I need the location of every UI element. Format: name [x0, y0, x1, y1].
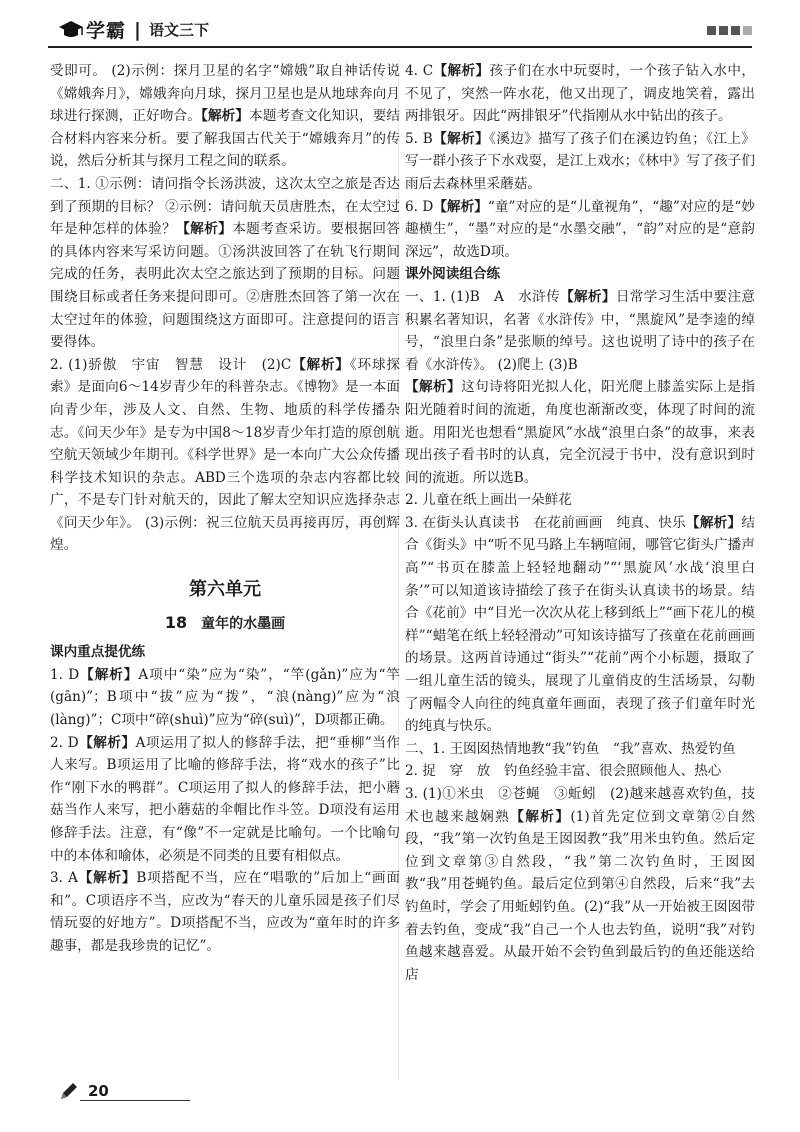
- answer-paragraph: 受即可。 (2)示例：探月卫星的名字“嫦娥”取自神话传说《嫦娥奔月》，嫦娥奔向月球，探月卫星也是从地球奔向月球进行探测，正好吻合。【解析】本题考查文化知识，要结合材料内容来分析。要了解我国古代关于“嫦娥奔月”的传说，然后分析其与探月工程之间的联系。: [50, 63, 401, 170]
- section-heading: 课外阅读组合练: [405, 266, 501, 283]
- answer-paragraph: 2. 儿童在纸上画出一朵鲜花: [405, 492, 572, 509]
- answer-paragraph: 2. D【解析】A项运用了拟人的修辞手法，把“垂柳”当作人来写。B项运用了比喻的修辞手法，将“戏水的孩子”比作“刚下水的鸭群”。C项运用了拟人的修辞手法，把小蘑菇当作人来写，把小蘑菇的伞帽比作斗笠。D项没有运用修辞手法。注意，有“像”不一定就是比喻句。一个比喻句中的本体和喻体，必须是不同类的且要有相似点。: [50, 734, 401, 864]
- logo: [58, 16, 209, 43]
- answer-paragraph: 3. (1)①米虫 ②苍蝇 ③蚯蚓 (2)越来越喜欢钓鱼，技术也越来越娴熟【解析】(1)首先定位到文章第②自然段，“我”第一次钓鱼是王囡囡教“我”用米虫钓鱼。然后定位到文章第③自然段，“我”第二次钓鱼时，王囡囡教“我”用苍蝇钓鱼。最后定位到第④自然段，后来“我”去钓鱼时，学会了用蚯蚓钓鱼。(2)“我”从一开始被王囡囡带着去钓鱼，变成“我”自己一个人也去钓鱼，说明“我”对钓鱼越来越喜爱。从最开始不会钓鱼到最后钓的鱼还能送给店: [405, 786, 755, 983]
- pencil-icon: [58, 1080, 80, 1102]
- right-column: [405, 60, 755, 986]
- section-heading: 课内重点提优练: [50, 644, 146, 661]
- page-number: 20: [88, 1082, 109, 1100]
- answer-paragraph: 6. D【解析】“童”对应的是“儿童视角”，“趣”对应的是“妙趣横生”，“墨”对应的是“水墨交融”，“韵”对应的是“意韵深远”，故选D项。: [405, 198, 755, 260]
- answer-paragraph: 2. (1)骄傲 宇宙 智慧 设计 (2)C【解析】《环球探索》是面向6～14岁青少年的科普杂志。《博物》是一本面向青少年，涉及人文、自然、生物、地质的科学传播杂志。《问天少年》是专为中国8～18岁青少年打造的原创航空航天领域少年期刊。《科学世界》是一本向广大公众传播科学技术知识的杂志。ABD三个选项的杂志内容都比较广，不是专门针对航天的，因此了解太空知识应选择杂志《问天少年》。 (3)示例：祝三位航天员再接再厉，再创辉煌。: [50, 356, 401, 554]
- header-separator: |: [134, 18, 141, 41]
- answer-paragraph: 3. 在街头认真读书 在花前画画 纯真、快乐【解析】结合《街头》中“听不见马路上车辆喧闹，哪管它街头广播声高”“书页在膝盖上轻轻地翻动”“‘黑旋风’水战‘浪里白条’”可以知道该诗描绘了孩子在街头认真读书的场景。结合《花前》中“目光一次次从花上移到纸上”“画下花儿的模样”“蜡笔在纸上轻轻滑动”可知该诗描写了孩童在花前画画的场景。这两首诗通过“街头”“花前”两个小标题，摄取了一组儿童生活的镜头，展现了儿童俏皮的生活场景，勾勒了两幅令人向往的纯真童年画面，表现了孩子们童年时光的纯真与快乐。: [405, 514, 755, 735]
- answer-paragraph: 2. 捉 穿 放 钓鱼经验丰富、很会照顾他人、热心: [405, 763, 722, 780]
- answer-paragraph: 3. A【解析】B项搭配不当，应在“唱歌的”后加上“画面和”。C项语序不当，应改为“春天的儿童乐园是孩子们尽情玩耍的好地方”。D项搭配不当，应改为“童年时的许多趣事，都是我珍贵的记忆”。: [50, 870, 401, 954]
- answer-paragraph: 5. B【解析】《溪边》描写了孩子们在溪边钓鱼；《江上》写一群小孩子下水戏耍，是江上戏水；《林中》写了孩子们雨后去森林里采蘑菇。: [405, 130, 755, 192]
- graduation-cap-icon: [58, 18, 84, 42]
- footer-divider: [80, 1100, 190, 1101]
- answer-paragraph: 二、1. 王囡囡热情地教“我”钓鱼 “我”喜欢、热爱钓鱼: [405, 740, 736, 757]
- left-column: [50, 60, 400, 958]
- answer-paragraph: 二、1. ①示例：请问指令长汤洪波，这次太空之旅是否达到了预期的目标？ ②示例：请问航天员唐胜杰，在太空过年是种怎样的体验？【解析】本题考查采访。要根据回答的具体内容来写采访问题。①汤洪波回答了在轨飞行期间完成的任务，表明此次太空之旅达到了预期的目标。问题围绕目标或者任务来提问即可。②唐胜杰回答了第一次在太空过年的体验，问题围绕这方面即可。注意提问的语言要得体。: [50, 175, 401, 351]
- answer-paragraph: 1. D【解析】A项中“染”应为“染”，“竿(gǎn)”应为“竿(gān)”；B项中“拔”应为“拨”，“浪(nàng)”应为“浪(làng)”；C项中“碎(shuì)”应为“碎(suì)”，D项都正确。: [50, 666, 400, 729]
- header-decoration: [707, 26, 752, 35]
- unit-title: 第六单元: [189, 579, 261, 601]
- page-header: [48, 14, 752, 48]
- subject-title: 语文三下: [148, 21, 209, 39]
- answer-paragraph: 【解析】这句诗将阳光拟人化，阳光爬上膝盖实际上是指阳光随着时间的流逝，角度也渐渐改变，体现了时间的流逝。用阳光也想看“黑旋风”水战“浪里白条”的故事，来表现出孩子看书时的认真，完全沉浸于书中，没有意识到时间的流逝。所以选B。: [405, 379, 756, 486]
- lesson-title: 18 童年的水墨画: [164, 612, 286, 632]
- answer-paragraph: 4. C【解析】孩子们在水中玩耍时，一个孩子钻入水中，不见了，突然一阵水花，他又出现了，调皮地笑着，露出两排银牙。因此“两排银牙”代指刚从水中钻出的孩子。: [405, 63, 755, 125]
- answer-paragraph: 一、1. (1)B A 水浒传【解析】日常学习生活中要注意积累名著知识，名著《水浒传》中，“黑旋风”是李逵的绰号，“浪里白条”是张顺的绰号。这也说明了诗中的孩子在看《水浒传》。 (2)爬上 (3)B: [405, 288, 755, 373]
- page-footer: [58, 1080, 109, 1102]
- brand-name: 学霸: [86, 20, 127, 42]
- header-divider: [48, 46, 752, 48]
